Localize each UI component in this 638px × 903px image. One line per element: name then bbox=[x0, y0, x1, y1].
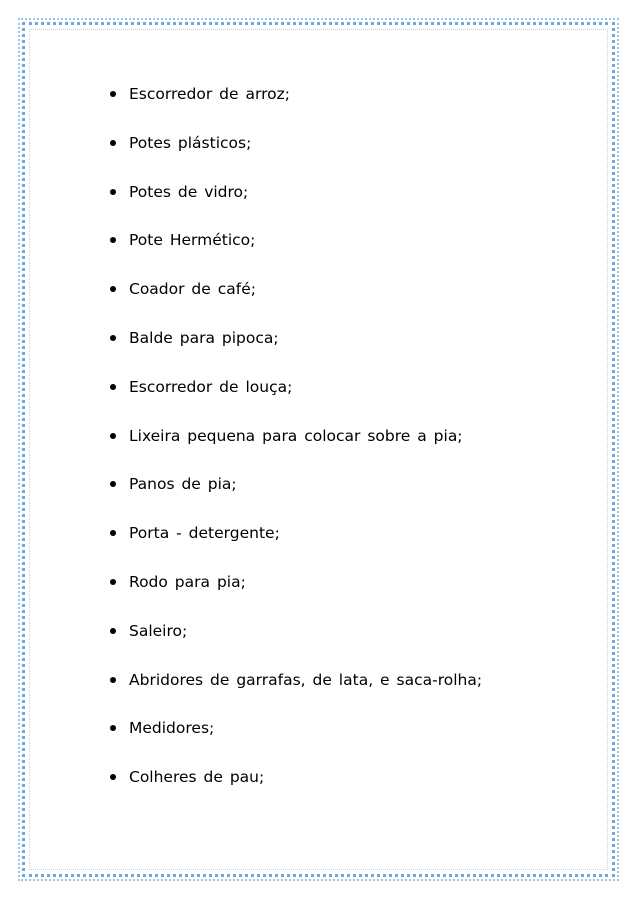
list-item bbox=[105, 518, 482, 567]
list-item bbox=[105, 225, 482, 274]
bullet-icon bbox=[110, 286, 116, 292]
list-item-text: Escorredor de louça; bbox=[129, 377, 293, 396]
list-item bbox=[105, 567, 482, 616]
list-item-text: Pote Hermético; bbox=[129, 231, 256, 250]
bullet-icon bbox=[110, 628, 116, 634]
bullet-icon bbox=[110, 189, 116, 195]
bullet-icon bbox=[110, 140, 116, 146]
bullet-icon bbox=[110, 725, 116, 731]
list-item-text: Lixeira pequena para colocar sobre a pia; bbox=[129, 426, 463, 445]
list-item-text: Potes plásticos; bbox=[129, 133, 252, 152]
list-item bbox=[105, 79, 482, 128]
list-item-text: Colheres de pau; bbox=[129, 768, 265, 787]
list-item-text: Porta - detergente; bbox=[129, 524, 280, 543]
list-item bbox=[105, 128, 482, 177]
list-item-text: Escorredor de arroz; bbox=[129, 85, 290, 103]
bullet-icon bbox=[110, 530, 116, 536]
list-item bbox=[105, 469, 482, 518]
list-item bbox=[105, 421, 482, 470]
list-item bbox=[105, 665, 482, 714]
bullet-icon bbox=[110, 774, 116, 780]
bullet-icon bbox=[110, 91, 116, 97]
bullet-icon bbox=[110, 481, 116, 487]
list-item bbox=[105, 372, 482, 421]
list-item bbox=[105, 762, 482, 811]
list-item bbox=[105, 177, 482, 226]
list-item-text: Coador de café; bbox=[129, 280, 256, 299]
list-item-text: Panos de pia; bbox=[129, 475, 237, 494]
bullet-icon bbox=[110, 433, 116, 439]
list-item bbox=[105, 274, 482, 323]
list-item-text: Rodo para pia; bbox=[129, 572, 246, 591]
kitchen-items-list bbox=[105, 79, 482, 811]
list-item bbox=[105, 713, 482, 762]
list-item-text: Potes de vidro; bbox=[129, 182, 249, 201]
list-item-text: Medidores; bbox=[129, 719, 215, 738]
list-item-text: Balde para pipoca; bbox=[129, 328, 279, 347]
bullet-icon bbox=[110, 579, 116, 585]
bullet-icon bbox=[110, 677, 116, 683]
bullet-icon bbox=[110, 335, 116, 341]
bullet-icon bbox=[110, 384, 116, 390]
list-item-text: Saleiro; bbox=[129, 621, 188, 640]
list-item bbox=[105, 323, 482, 372]
bullet-icon bbox=[110, 237, 116, 243]
list-item bbox=[105, 616, 482, 665]
list-item-text: Abridores de garrafas, de lata, e saca-rolha; bbox=[129, 670, 483, 689]
